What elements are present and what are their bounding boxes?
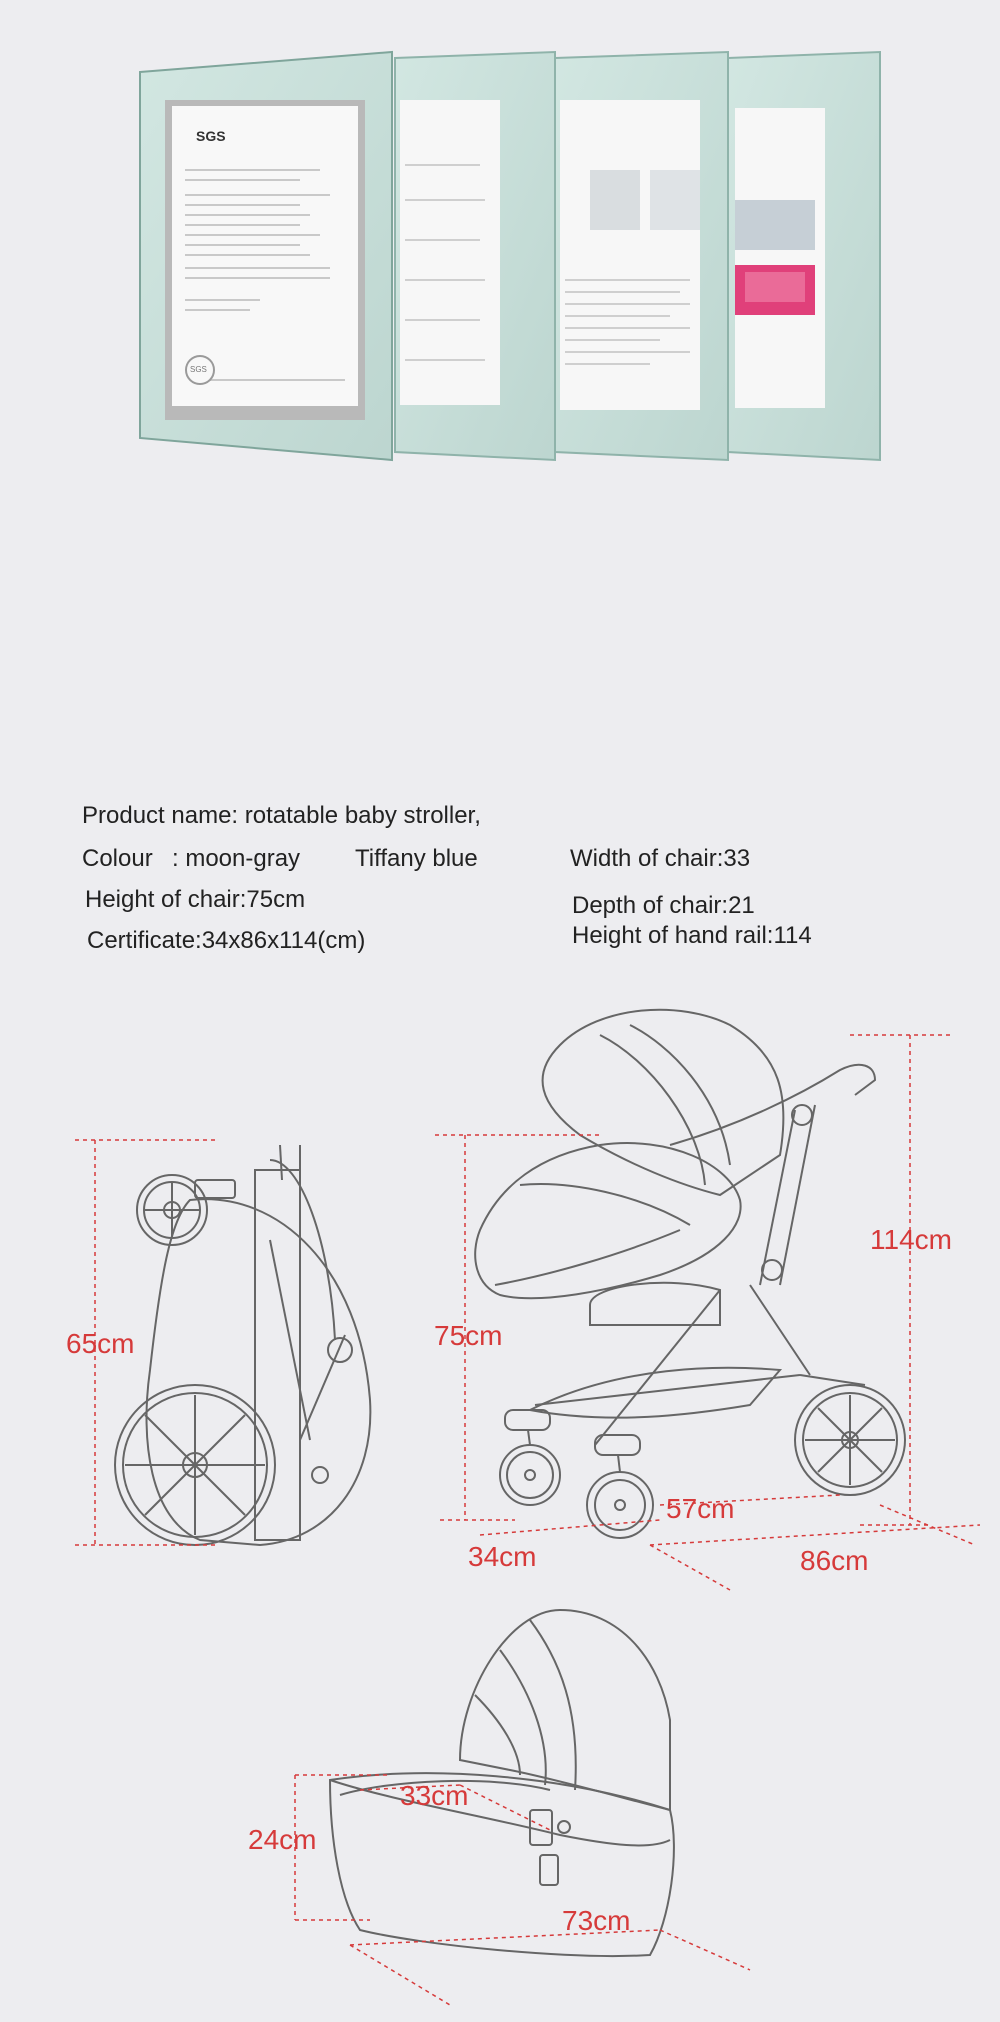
depth-of-chair: Depth of chair:21	[572, 892, 755, 919]
width-of-chair: Width of chair:33	[570, 845, 751, 872]
stroller-front-wheel-2	[587, 1435, 653, 1538]
certificate-size: Certificate:34x86x114(cm)	[87, 927, 366, 954]
front-wheel	[137, 1175, 235, 1245]
stroller-rear-wheel	[795, 1385, 905, 1495]
certificate-gallery	[0, 0, 1000, 520]
length-label: 86cm	[800, 1545, 869, 1576]
height-of-chair: Height of chair:75cm	[85, 886, 306, 913]
sgs-logo: SGS	[196, 128, 226, 144]
sgs-stamp: SGS	[190, 365, 207, 374]
carrycot-width-label: 33cm	[400, 1780, 469, 1811]
folded-height-label: 65cm	[66, 1328, 135, 1359]
canopy	[543, 1010, 784, 1195]
height-of-hand-rail: Height of hand rail:114	[572, 922, 812, 949]
certificate-page-1	[140, 52, 392, 460]
certificate-page-4	[728, 52, 880, 460]
colour-value: : moon-gray	[172, 845, 301, 872]
total-height-label: 114cm	[870, 1224, 952, 1255]
certificate-page-3	[555, 52, 728, 460]
wheel-gap-label: 57cm	[666, 1493, 735, 1524]
seat-height-label: 75cm	[434, 1320, 503, 1351]
stroller-front-wheel-1	[500, 1410, 560, 1505]
carrycot-drawing	[230, 1600, 790, 2020]
folded-stroller-drawing	[0, 1120, 420, 1580]
colour-value-2: Tiffany blue	[355, 845, 478, 872]
certificate-page-2	[395, 52, 555, 460]
carrycot-length-label: 73cm	[562, 1905, 631, 1936]
carrycot-hood	[460, 1610, 670, 1810]
carrycot-height-label: 24cm	[248, 1824, 317, 1855]
seat-shell	[475, 1143, 740, 1298]
front-width-label: 34cm	[468, 1541, 537, 1572]
product-name: Product name: rotatable baby stroller,	[82, 802, 481, 829]
rear-wheel	[115, 1385, 275, 1545]
colour-label: Colour	[82, 845, 153, 872]
handle	[670, 1065, 875, 1145]
